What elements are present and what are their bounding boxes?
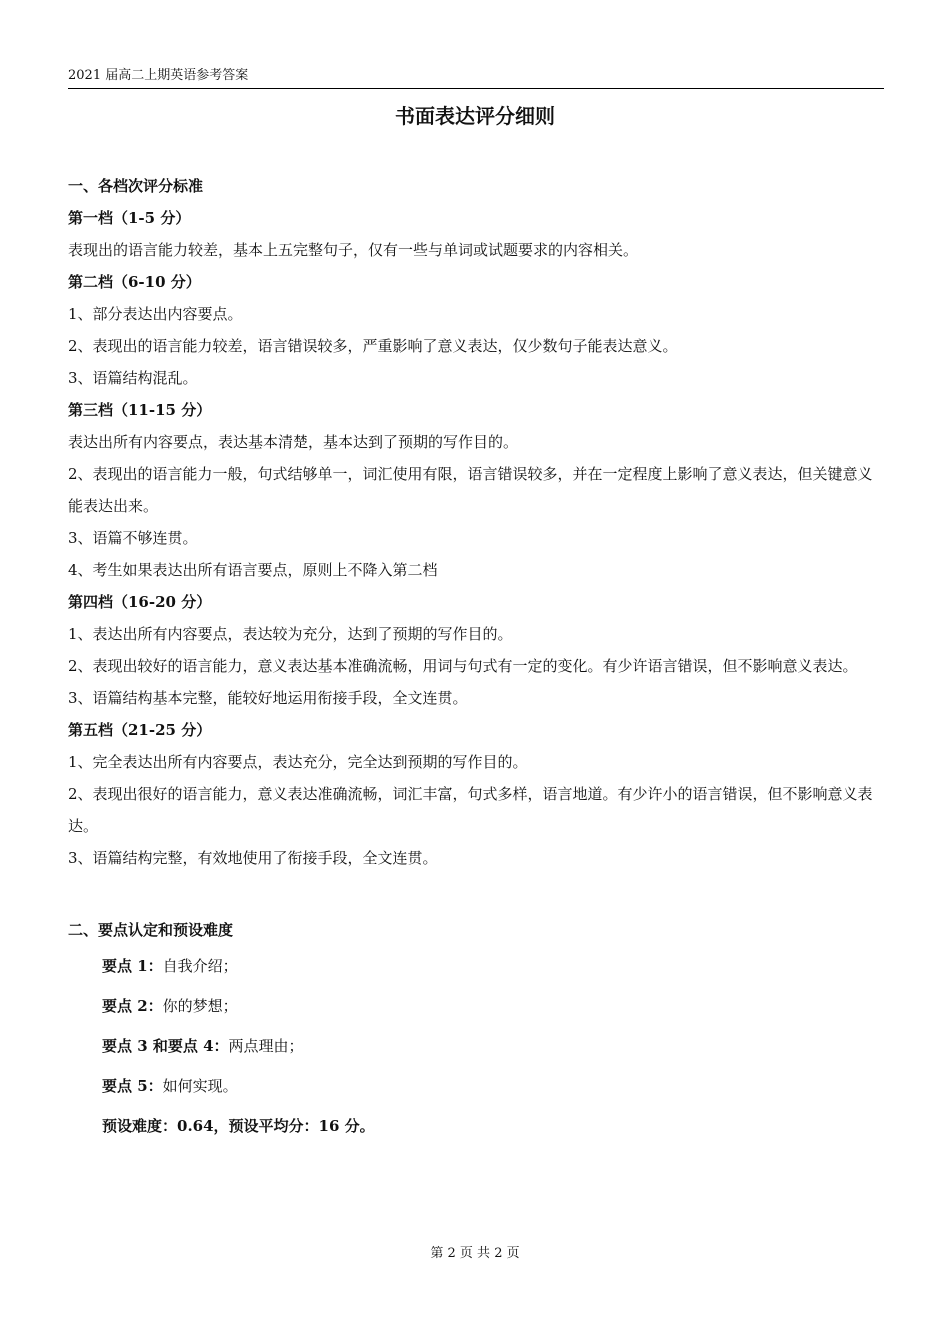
document-body — [68, 170, 884, 1146]
key-point-5-label: 要点 5： — [102, 1077, 163, 1095]
tier4-line2: 2、表现出较好的语言能力，意义表达基本准确流畅，用词与句式有一定的变化。有少许语言错误，但不影响意义表达。 — [68, 657, 858, 675]
key-point-3-4-label: 要点 3 和要点 4： — [102, 1037, 229, 1055]
key-point-2-label: 要点 2： — [102, 997, 163, 1015]
tier3-line4: 4、考生如果表达出所有语言要点，原则上不降入第二档 — [68, 561, 438, 579]
tier5-line3: 3、语篇结构完整，有效地使用了衔接手段，全文连贯。 — [68, 849, 438, 867]
tier3-line3: 3、语篇不够连贯。 — [68, 529, 198, 547]
section-spacer — [68, 874, 884, 914]
key-point-1 — [68, 946, 884, 986]
key-point-5-text: 如何实现。 — [162, 1077, 238, 1095]
tier1-line1: 表现出的语言能力较差，基本上五完整句子，仅有一些与单词或试题要求的内容相关。 — [68, 241, 639, 259]
key-point-3-4-text: 两点理由； — [228, 1037, 304, 1055]
tier3-line1: 表达出所有内容要点，表达基本清楚，基本达到了预期的写作目的。 — [68, 433, 519, 451]
key-point-5 — [68, 1066, 884, 1106]
key-point-1-text: 自我介绍； — [162, 957, 238, 975]
tier4-heading: 第四档（16-20 分） — [68, 593, 212, 611]
tier3-line2: 2、表现出的语言能力一般，句式结够单一，词汇使用有限，语言错误较多，并在一定程度上影响了意义表达，但关键意义能表达出来。 — [68, 465, 873, 515]
page-number: 第 2 页 共 2 页 — [430, 1246, 520, 1261]
tier5-heading: 第五档（21-25 分） — [68, 721, 212, 739]
preset-difficulty: 预设难度：0.64，预设平均分：16 分。 — [102, 1117, 375, 1135]
tier2-heading: 第二档（6-10 分） — [68, 273, 201, 291]
tier2-line1: 1、部分表达出内容要点。 — [68, 305, 243, 323]
key-point-2-text: 你的梦想； — [162, 997, 238, 1015]
header-text: 2021 届高二上期英语参考答案 — [68, 68, 249, 83]
page-header — [68, 66, 884, 89]
key-point-1-label: 要点 1： — [102, 957, 163, 975]
tier1-heading: 第一档（1-5 分） — [68, 209, 191, 227]
tier4-line1: 1、表达出所有内容要点，表达较为充分，达到了预期的写作目的。 — [68, 625, 513, 643]
page-title: 书面表达评分细则 — [395, 104, 555, 128]
tier4-line3: 3、语篇结构基本完整，能较好地运用衔接手段，全文连贯。 — [68, 689, 468, 707]
section2-heading: 二、要点认定和预设难度 — [68, 921, 234, 939]
key-point-3-4 — [68, 1026, 884, 1066]
tier5-line2: 2、表现出很好的语言能力，意义表达准确流畅，词汇丰富，句式多样，语言地道。有少许小的语言错误，但不影响意义表达。 — [68, 785, 873, 835]
section1-heading: 一、各档次评分标准 — [68, 177, 204, 195]
tier3-heading: 第三档（11-15 分） — [68, 401, 212, 419]
key-point-2 — [68, 986, 884, 1026]
tier5-line1: 1、完全表达出所有内容要点，表达充分，完全达到预期的写作目的。 — [68, 753, 528, 771]
tier2-line2: 2、表现出的语言能力较差，语言错误较多，严重影响了意义表达，仅少数句子能表达意义。 — [68, 337, 678, 355]
tier2-line3: 3、语篇结构混乱。 — [68, 369, 198, 387]
page-footer — [0, 1244, 950, 1264]
